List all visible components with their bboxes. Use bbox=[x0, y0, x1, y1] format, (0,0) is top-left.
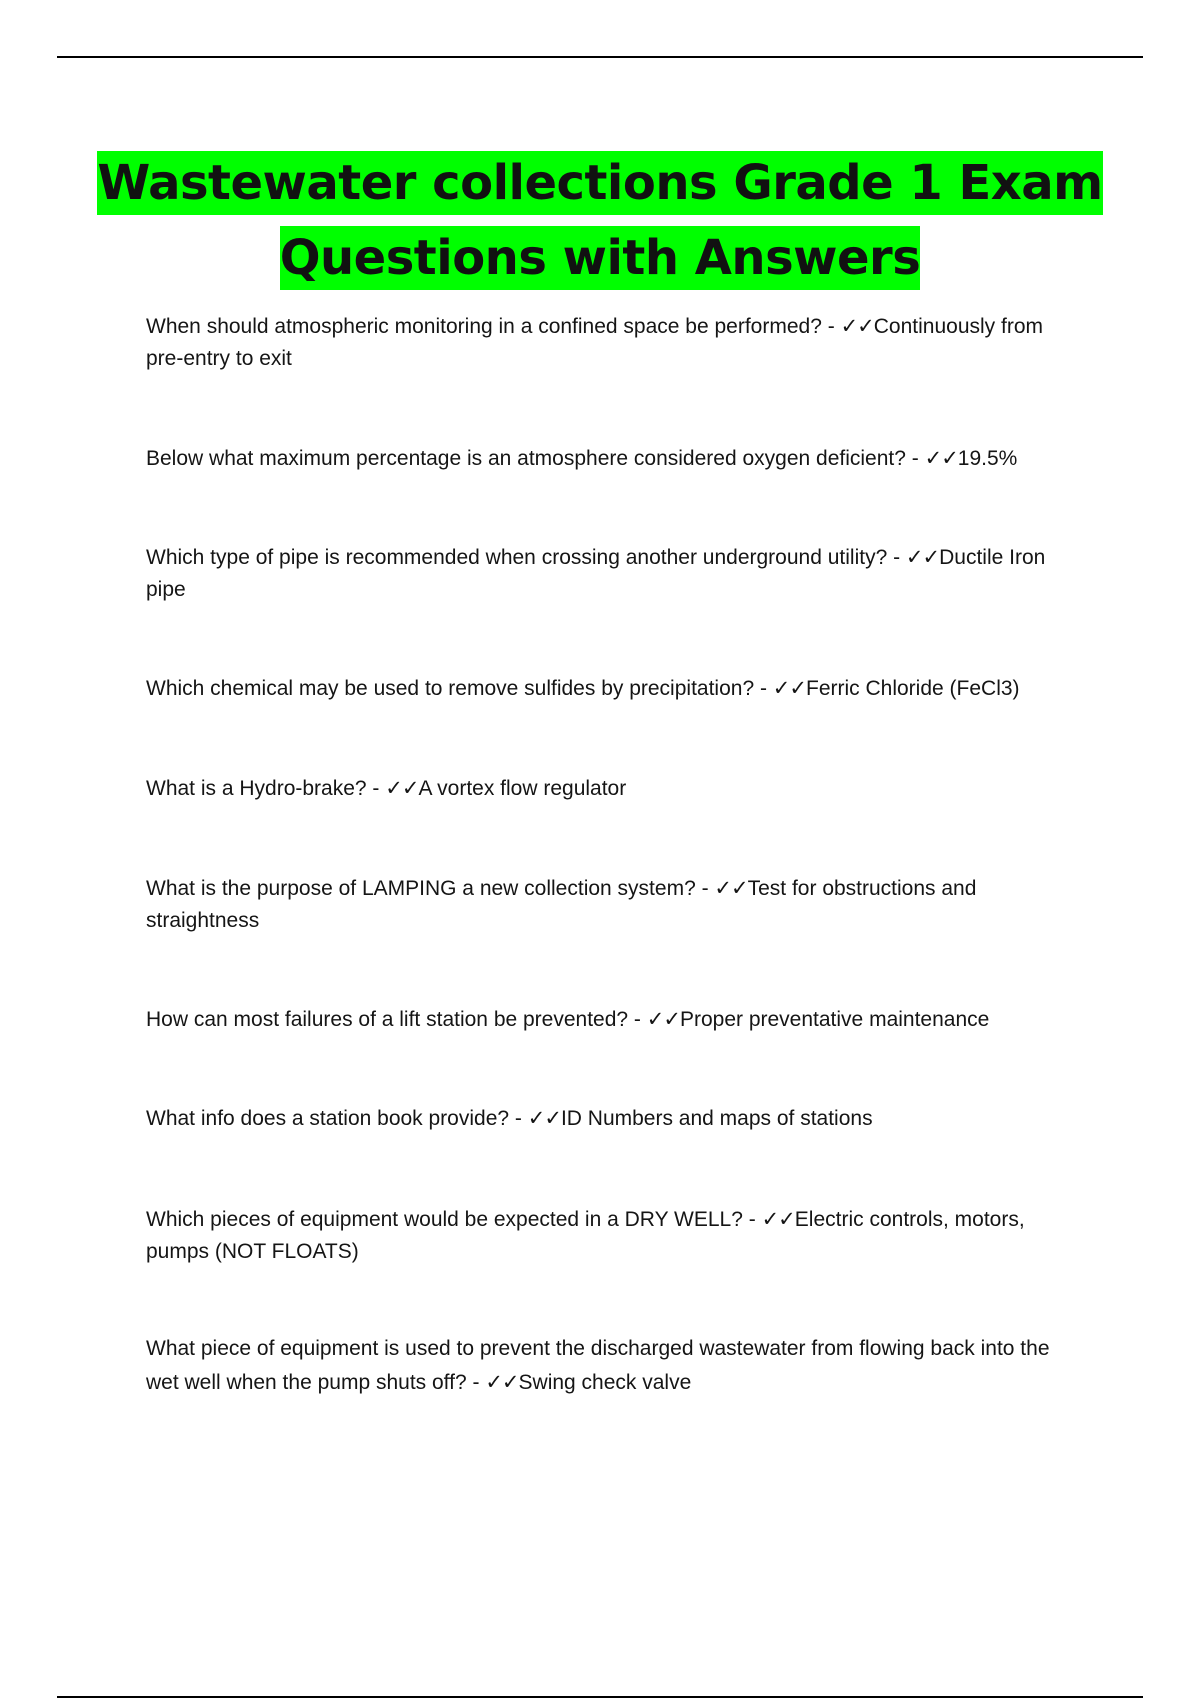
separator: - bbox=[466, 1371, 486, 1394]
separator: - bbox=[628, 1008, 647, 1031]
answer-text: A vortex flow regulator bbox=[418, 777, 627, 800]
separator: - bbox=[905, 447, 925, 470]
qa-item-2 bbox=[146, 443, 1086, 475]
qa-item-3 bbox=[146, 542, 1086, 606]
qa-item-1 bbox=[146, 311, 1086, 375]
answer-text: Electric controls, motors, pumps (NOT FLOATS) bbox=[146, 1208, 1025, 1263]
answer-text: Continuously from pre-entry to exit bbox=[146, 315, 1044, 370]
double-check-icon: ✓✓ bbox=[905, 546, 940, 569]
double-check-icon: ✓✓ bbox=[761, 1208, 795, 1231]
question-text: What is the purpose of LAMPING a new collection system? bbox=[146, 877, 696, 900]
answer-text: Proper preventative maintenance bbox=[679, 1008, 990, 1031]
answer-text: 19.5% bbox=[957, 447, 1018, 470]
qa-item-5 bbox=[146, 773, 1086, 805]
separator: - bbox=[366, 777, 386, 800]
qa-item-6 bbox=[146, 873, 1086, 937]
separator: - bbox=[821, 315, 841, 338]
question-text: What info does a station book provide? bbox=[146, 1107, 510, 1130]
double-check-icon: ✓✓ bbox=[772, 677, 806, 700]
title-line-2: Questions with Answers bbox=[280, 226, 921, 290]
question-text: How can most failures of a lift station be prevented? bbox=[146, 1008, 629, 1031]
answer-text: ID Numbers and maps of stations bbox=[560, 1107, 873, 1130]
double-check-icon: ✓✓ bbox=[840, 315, 874, 338]
qa-item-10 bbox=[146, 1332, 1086, 1400]
question-text: Which type of pipe is recommended when crossing another underground utility? bbox=[146, 546, 888, 569]
double-check-icon: ✓✓ bbox=[485, 1371, 519, 1394]
qa-item-4 bbox=[146, 673, 1086, 705]
separator: - bbox=[695, 877, 715, 900]
question-text: Below what maximum percentage is an atmosphere considered oxygen deficient? bbox=[146, 447, 906, 470]
bottom-rule bbox=[57, 1696, 1143, 1698]
double-check-icon: ✓✓ bbox=[385, 777, 419, 800]
question-text: When should atmospheric monitoring in a confined space be performed? bbox=[146, 315, 822, 338]
question-text: What piece of equipment is used to prevent the discharged wastewater from flowing back into the wet well when the pump shuts off? bbox=[146, 1337, 1050, 1394]
double-check-icon: ✓✓ bbox=[714, 877, 748, 900]
separator: - bbox=[509, 1107, 528, 1130]
answer-text: Test for obstructions and straightness bbox=[146, 877, 977, 932]
question-text: What is a Hydro-brake? bbox=[146, 777, 367, 800]
separator: - bbox=[887, 546, 906, 569]
answer-text: Ferric Chloride (FeCl3) bbox=[806, 677, 1020, 700]
answer-text: Swing check valve bbox=[518, 1371, 692, 1394]
qa-item-8 bbox=[146, 1103, 1086, 1135]
double-check-icon: ✓✓ bbox=[646, 1008, 680, 1031]
answer-text: Ductile Iron pipe bbox=[146, 546, 1046, 601]
double-check-icon: ✓✓ bbox=[924, 447, 958, 470]
qa-item-9 bbox=[146, 1204, 1086, 1268]
double-check-icon: ✓✓ bbox=[527, 1107, 561, 1130]
qa-item-7 bbox=[146, 1004, 1086, 1036]
separator: - bbox=[754, 677, 773, 700]
question-text: Which pieces of equipment would be expected in a DRY WELL? bbox=[146, 1208, 743, 1231]
title-line-1: Wastewater collections Grade 1 Exam bbox=[97, 151, 1102, 215]
question-text: Which chemical may be used to remove sulfides by precipitation? bbox=[146, 677, 755, 700]
separator: - bbox=[742, 1208, 762, 1231]
